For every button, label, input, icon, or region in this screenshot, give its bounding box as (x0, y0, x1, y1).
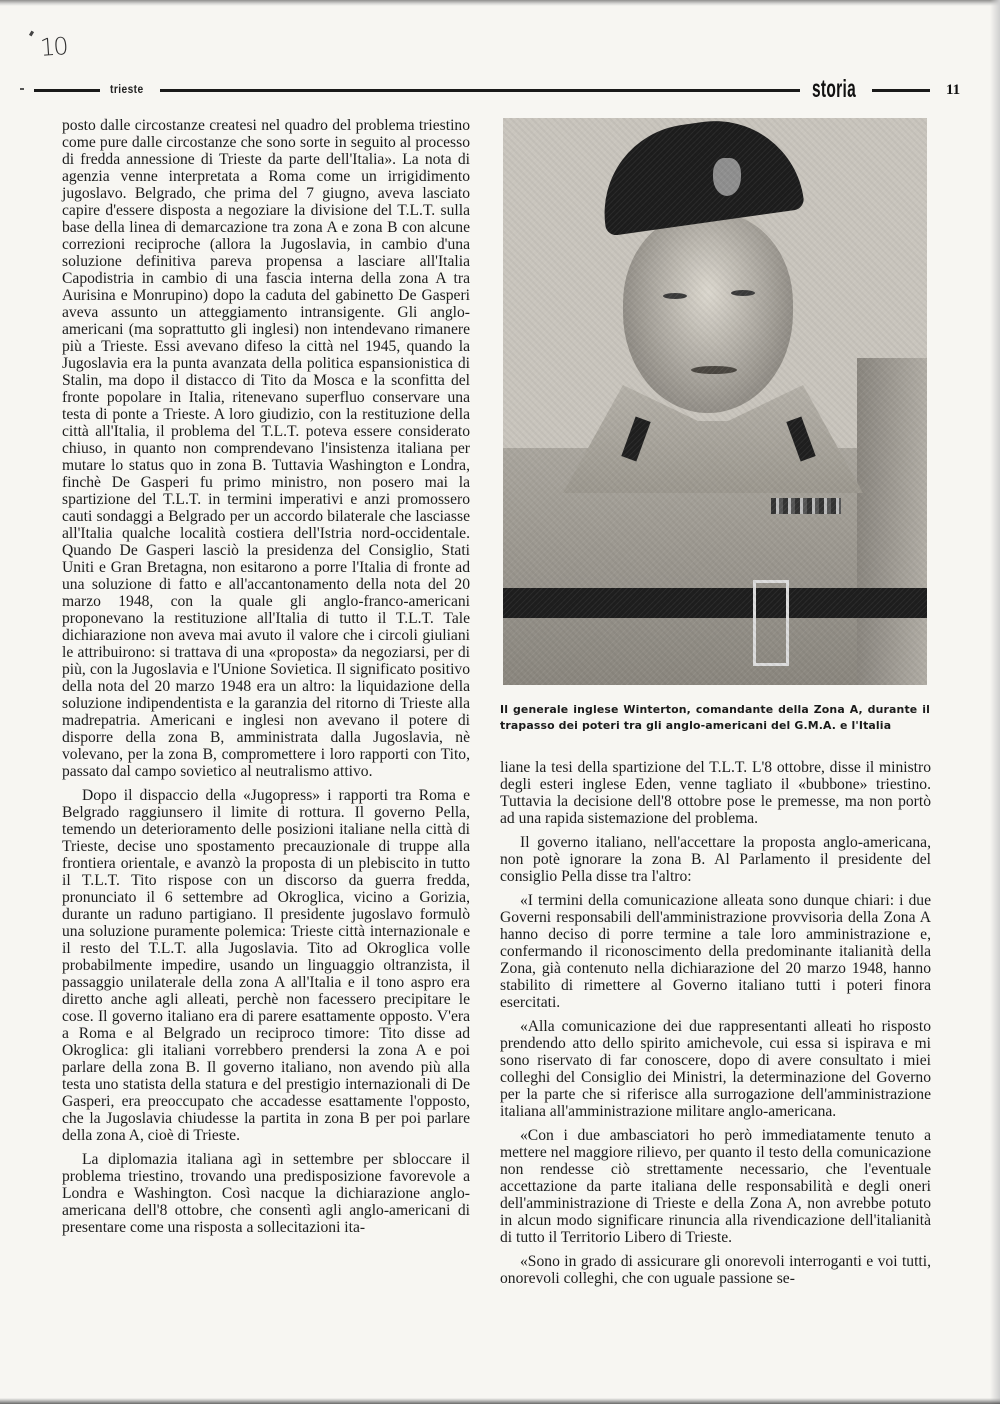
quote-paragraph: «Con i due ambasciatori ho però immediatamente tenuto a mettere nel maggiore rilievo, per quanto il testo della comunicazione non rendesse ciò strettamente necessario, che l'eventuale accettazione da parte italiana delle responsabilità e degli oneri dell'amministrazione di Trieste e della Zona A, non avrebbe potuto in alcun modo significare rinuncia alla rivendicazione dell'italianità di tutto il Territorio Libero di Trieste. (500, 1127, 931, 1246)
photo-caption: Il generale inglese Winterton, comandante della Zona A, durante il trapasso dei poteri tra gli anglo-americani del G.M.A. e l'Italia (500, 703, 930, 732)
paragraph: La diplomazia italiana agì in settembre per sbloccare il problema triestino, trovando una predisposizione favorevole a Londra e Washington. Così nacque la dichiarazione anglo-americana dell'8 ottobre, che consentì agli anglo-americani di presentare come una risposta a sollecitazioni ita- (62, 1151, 470, 1236)
left-text-column (62, 117, 470, 1243)
quote-paragraph: «Alla comunicazione dei due rappresentanti alleati ho risposto prendendo atto dello spirito amichevole, cui essa si ispirava e mi sono riservato di far conoscere, dopo di avere consultato i miei colleghi del Consiglio dei Ministri, la determinazione del Governo per la parte che si riferisce alla surrogazione dell'amministrazione italiana all'amministrazione militare anglo-americana. (500, 1018, 931, 1120)
quote-paragraph: «Sono in grado di assicurare gli onorevoli interroganti e voi tutti, onorevoli colleghi, che con uguale passione se- (500, 1253, 931, 1287)
pen-mark (29, 31, 34, 37)
page-edge-bottom (0, 1398, 1000, 1404)
photo-grain (503, 118, 927, 685)
handwritten-page-number: 10 (39, 32, 68, 62)
page-edge-top (0, 0, 1000, 6)
header-rule-left-short (34, 89, 100, 92)
paragraph: Dopo il dispaccio della «Jugopress» i rapporti tra Roma e Belgrado raggiunsero il limite di rottura. Il governo Pella, temendo un deterioramento delle posizioni italiane nella città di Trieste, decise uno spostamento precauzionale di truppe alla frontiera orientale, e avanzò la proposta di un plebiscito in tutto il T.L.T. Tito rispose con un discorso da guerra fredda, pronunciato il 6 settembre ad Okroglica, vicino a Gorizia, durante un raduno partigiano. Il presidente jugoslavo formulò una soluzione puramente polemica: Trieste città internazionale e il resto del T.L.T. alla Jugoslavia. Tito ad Okroglica volle probabilmente impedire, usando un linguaggio oltranzista, il passaggio unilaterale della zona A all'Italia e il tono aspro era diretto anche agli alleati, perchè non facessero precipitare le cose. Il governo italiano era di parere esattamente opposto. V'era a Roma e al Belgrado un reciproco timore: Tito disse ad Okroglica: gli italiani vorrebbero prendersi la zona A e poi parlare della zona B. Il governo italiano, non avendo più alla testa uno statista della statura e del prestigio internazionali di De Gasperi, era preoccupato che accadesse esattamente l'opposto, che la Jugoslavia chiudesse la partita in zona B per poi parlare della zona A, cioè di Trieste. (62, 787, 470, 1144)
page-number: 11 (946, 82, 961, 98)
header-rule-right-short (872, 89, 930, 92)
quote-paragraph: «I termini della comunicazione alleata sono dunque chiari: i due Governi responsabili dell'amministrazione provvisoria della Zona A hanno deciso di porre termine a tale loro amministrazione e, confermando il riconoscimento della predominante italianità della Zona, già contenuto nella dichiarazione del 20 marzo 1948, hanno stabilito di rimettere al Governo italiano tutti i poteri finora esercitati. (500, 892, 931, 1011)
running-header (34, 75, 974, 103)
margin-mark (20, 88, 24, 90)
right-text-column (500, 759, 931, 1294)
page-edge-right (990, 0, 1000, 1404)
section-label-right: storia (812, 75, 857, 103)
header-rule-middle (160, 89, 800, 92)
paragraph: liane la tesi della spartizione del T.L.T. L'8 ottobre, disse il ministro degli esteri inglese Eden, venne tagliato il «bubbone» triestino. Tuttavia la decisione dell'8 ottobre pose le premesse, ma non portò ad una rapida sistemazione del problema. (500, 759, 931, 827)
paragraph: posto dalle circostanze createsi nel quadro del problema triestino come pure dalle circostanze che sono sorte in seguito al processo di fredda annessione di Trieste da parte dell'Italia». La nota di agenzia venne interpretata a Roma come un irrigidimento jugoslavo. Belgrado, che prima del 7 giugno, aveva lasciato capire d'essere disposta a negoziare la divisione del T.L.T. sulla base della linea di demarcazione tra zona A e zona B con alcune correzioni reciproche (allora la Jugoslavia, in cambio d'una soluzione definitiva pareva propensa a lasciare all'Italia Capodistria in cambio di una fascia interna della zona A tra Aurisina e Monrupino) dopo la caduta del gabinetto De Gasperi aveva assunto un atteggiamento intransigente. Gli anglo-americani (ma soprattutto gli inglesi) non intendevano rimanere più a Trieste. Essi avevano difeso la città nel 1945, quando la Jugoslavia era la punta avanzata della politica espansionistica di Stalin, ma dopo il distacco di Tito da Mosca e la sconfitta del fronte popolare in Italia, ritenevano superfluo conservare una testa di ponte a Trieste. A loro giudizio, con la restituzione della città all'Italia, il problema del T.L.T. poteva essere considerato chiuso, in quanto non comprendevano l'insistenza italiana per mutare lo status quo in zona B. Tuttavia Washington e Londra, finchè De Gasperi fu primo ministro, non posero mai la spartizione del T.L.T. in termini imperativi e anzi promossero cauti sondaggi a Belgrado per un accordo bilaterale che lasciasse all'Italia qualche località costiera dell'Istria nord-occidentale. Quando De Gasperi lasciò la presidenza del Consiglio, Stati Uniti e Gran Bretagna, non esitarono a porre l'Italia di fronte ad una soluzione di fatto e all'accantonamento della nota del 20 marzo 1948, con la quale gli anglo-franco-americani proponevano la restituzione all'Italia di tutto il T.L.T. Tale dichiarazione non aveva mai avuto il valore che i circoli giuliani le attribuirono: si trattava di una «proposta» da negoziarsi, per di più, con la Jugoslavia e l'Unione Sovietica. Il significato positivo della nota del 20 marzo 1948 era un altro: la liquidazione della soluzione indipendentista e la garanzia del ritorno di Trieste alla madrepatria. Americani e inglesi non avevano il potere di disporre della zona B, amministrata dalla Jugoslavia, nè volevano, per la zona B, compromettere i loro rapporti con Tito, passato dal campo sovietico al neutralismo attivo. (62, 117, 470, 780)
section-label-left: trieste (110, 82, 144, 96)
paragraph: Il governo italiano, nell'accettare la proposta anglo-americana, non potè ignorare la zona B. Al Parlamento il presidente del consiglio Pella disse tra l'altro: (500, 834, 931, 885)
portrait-photo (503, 118, 927, 685)
